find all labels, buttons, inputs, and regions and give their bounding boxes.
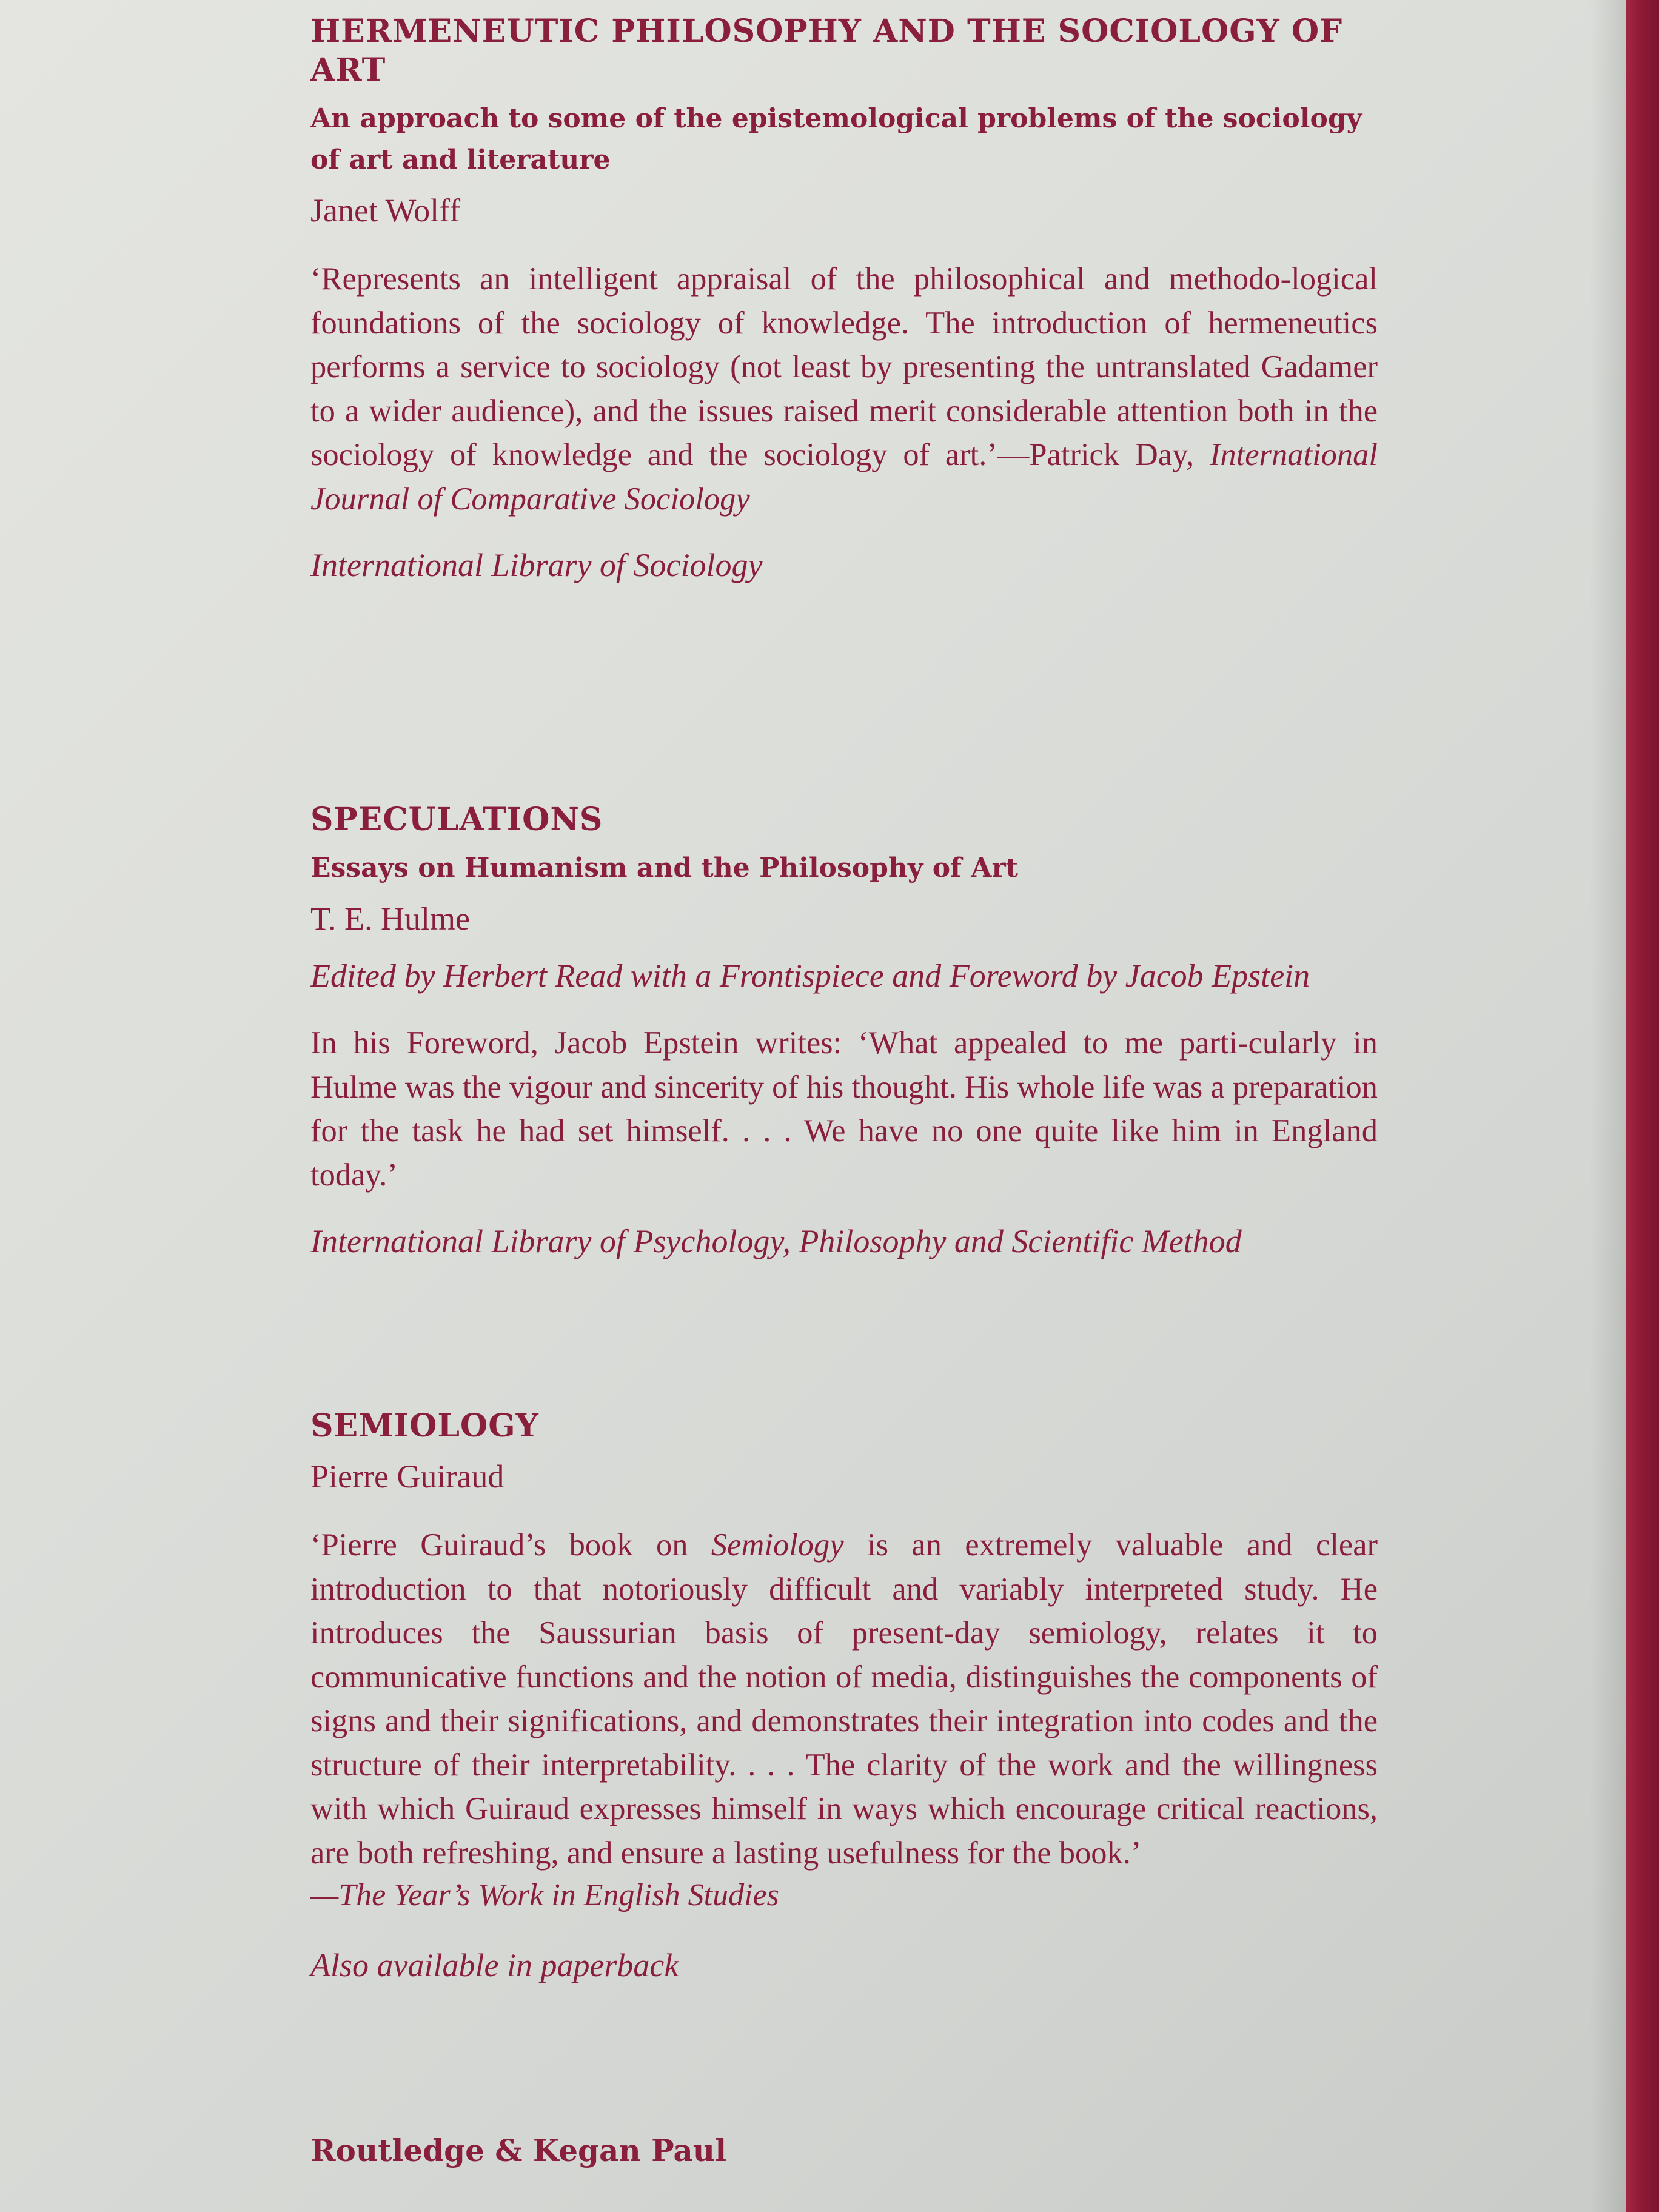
book-subtitle: An approach to some of the epistemological problems of the sociology of art and literature: [310, 103, 1362, 175]
book-entry-speculations: [310, 800, 1378, 1264]
book-entry-semiology: [310, 1407, 1378, 1988]
book-author: T. E. Hulme: [310, 900, 470, 937]
book-series: International Library of Sociology: [310, 547, 763, 583]
book-title: HERMENEUTIC PHILOSOPHY AND THE SOCIOLOGY OF ART: [310, 13, 1343, 89]
review-prefix: ‘Pierre Guiraud’s book on: [310, 1527, 711, 1563]
review-source: International Journal of Comparative Sociology: [310, 437, 1378, 517]
book-editor-note: Edited by Herbert Read with a Frontispiece and Foreword by Jacob Epstein: [310, 957, 1310, 994]
book-series: International Library of Psychology, Philosophy and Scientific Method: [310, 1223, 1242, 1259]
book-author: Pierre Guiraud: [310, 1458, 504, 1495]
review-text: ‘Represents an intelligent appraisal of the philosophical and methodo-logical foundations of the sociology of knowledge. The introduction of hermeneutics performs a service to sociology (not least by presenting the untranslated Gadamer to a wider audience), and the issues raised merit considerable attention both in the sociology of knowledge and the sociology of art.’—Patrick Day,: [310, 261, 1378, 472]
book-review: In his Foreword, Jacob Epstein writes: ‘What appealed to me parti-cularly in Hulme was the vigour and sincerity of his thought. His whole life was a preparation for the task he had set himself. . . . We have no one quite like him in England today.’: [310, 1025, 1378, 1193]
book-review: [310, 257, 1378, 521]
book-subtitle: Essays on Humanism and the Philosophy of Art: [310, 853, 1018, 883]
review-text: is an extremely valuable and clear introduction to that notoriously difficult and variably interpreted study. He introduces the Saussurian basis of present-day semiology, relates it to communicative functions and the notion of media, distinguishes the components of signs and their significations, and demonstrates their integration into codes and the structure of their interpretability. . . . The clarity of the work and the willingness with which Guiraud expresses himself in ways which encourage critical reactions, are both refreshing, and ensure a lasting usefulness for the book.’: [310, 1527, 1378, 1871]
review-attribution: —The Year’s Work in English Studies: [310, 1878, 779, 1912]
book-author: Janet Wolff: [310, 192, 461, 229]
availability-note: Also available in paperback: [310, 1947, 679, 1983]
red-spine-edge: [1626, 0, 1659, 2212]
book-title: SPECULATIONS: [310, 801, 603, 838]
publisher-name: Routledge & Kegan Paul: [310, 2133, 727, 2168]
spine-shadow: [1590, 0, 1626, 2212]
book-review: [310, 1523, 1378, 1875]
book-entry-hermeneutic: [310, 12, 1378, 588]
review-italic-title: Semiology: [711, 1527, 844, 1563]
book-title: SEMIOLOGY: [310, 1407, 539, 1444]
